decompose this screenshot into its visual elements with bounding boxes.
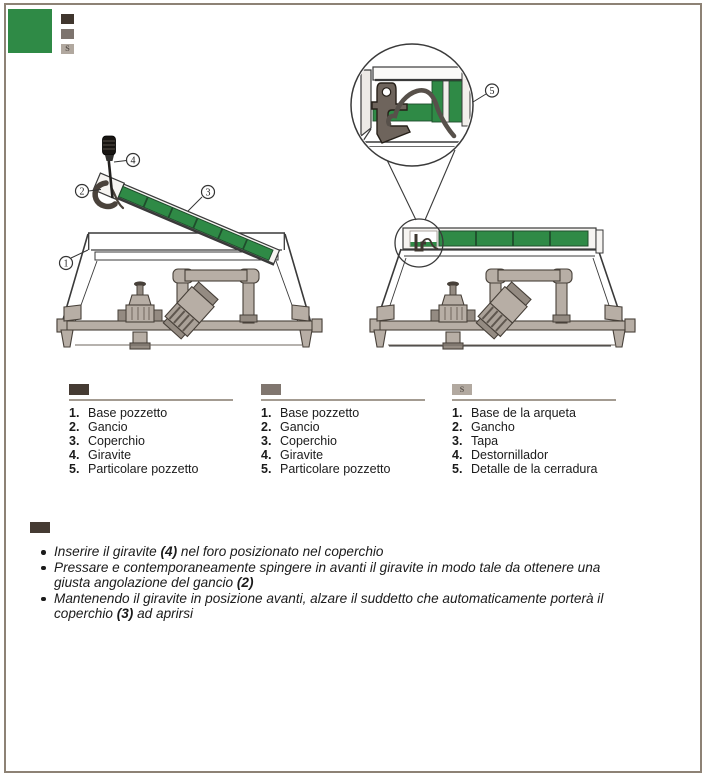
legend-item: 4. Giravite xyxy=(261,448,324,462)
legend-item: 5. Detalle de la cerradura xyxy=(452,462,598,476)
callout-4: 4 xyxy=(130,155,136,167)
legend-item: 1. Base de la arqueta xyxy=(452,406,576,420)
instruction-bullet: Mantenendo il giravite in posizione avanti, alzare il suddetto che automaticamente porterà il coperchio (3) ad aprirsi xyxy=(54,591,629,622)
pipe-assembly-right xyxy=(370,269,635,349)
legend-divider xyxy=(69,399,233,401)
legend-item: 3. Coperchio xyxy=(261,434,337,448)
legend-italian-1 xyxy=(69,384,233,476)
legend-item: 5. Particolare pozzetto xyxy=(69,462,199,476)
legend-item: 3. Coperchio xyxy=(69,434,145,448)
pipe-assembly-left xyxy=(57,269,322,349)
legend-swatch-spanish: S xyxy=(452,384,472,395)
right-diagram xyxy=(348,44,635,349)
callout-3: 3 xyxy=(205,187,211,199)
legend-item: 3. Tapa xyxy=(452,434,499,448)
legend-spanish xyxy=(452,384,616,476)
callout-2: 2 xyxy=(79,186,85,198)
legend-divider xyxy=(452,399,616,401)
legend-item: 4. Giravite xyxy=(69,448,132,462)
technical-diagrams xyxy=(0,0,706,380)
left-diagram xyxy=(57,136,322,349)
legend-divider xyxy=(261,399,425,401)
legend-item: 1. Base pozzetto xyxy=(261,406,360,420)
legend-italian-2 xyxy=(261,384,425,476)
lid-closed xyxy=(403,228,603,253)
spanish-marker-label: S xyxy=(65,44,70,53)
legend-swatch-gray xyxy=(261,384,281,395)
instruction-bullet: Pressare e contemporaneamente spingere in avanti il giravite in modo tale da ottenere una giusta angolazione del gancio (2) xyxy=(54,560,629,591)
instructions-list xyxy=(30,544,629,622)
callout-1: 1 xyxy=(63,258,69,270)
legend-item: 2. Gancho xyxy=(452,420,515,434)
legend-item: 5. Particolare pozzetto xyxy=(261,462,391,476)
legend-item: 2. Gancio xyxy=(261,420,320,434)
legend-item: 1. Base pozzetto xyxy=(69,406,168,420)
instruction-bullet: Inserire il giravite (4) nel foro posizionato nel coperchio xyxy=(54,544,629,560)
callout-5: 5 xyxy=(489,86,495,97)
legend-swatch-dark xyxy=(69,384,89,395)
legend-item: 2. Gancio xyxy=(69,420,128,434)
callout-5-leader xyxy=(473,94,486,102)
legend-item: 4. Destornillador xyxy=(452,448,549,462)
instructions-swatch xyxy=(30,522,50,533)
instructions-section xyxy=(30,522,640,622)
